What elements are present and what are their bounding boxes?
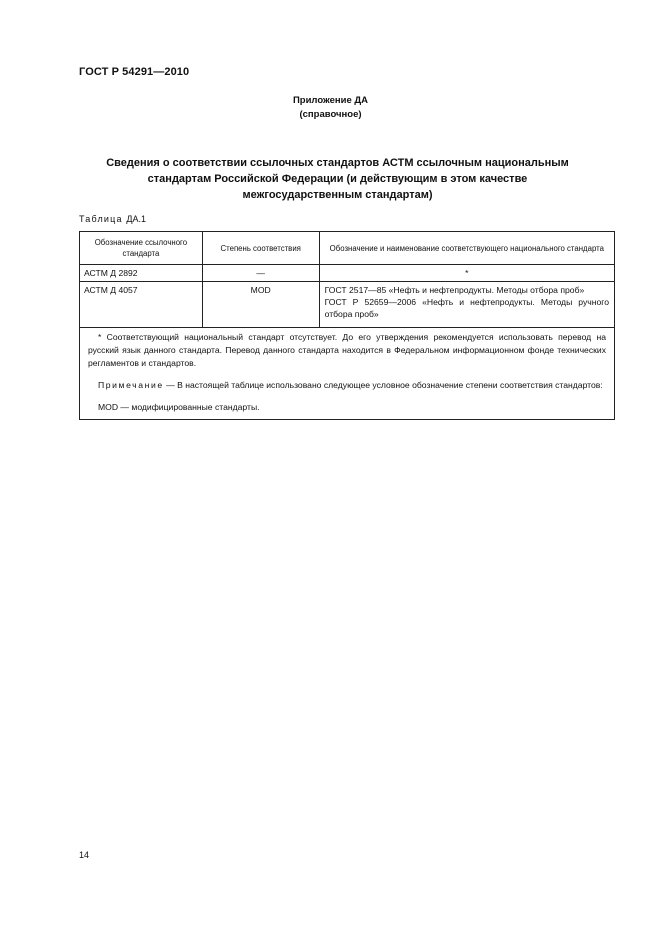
- table-label-number: ДА.1: [126, 214, 147, 224]
- national-standard-line: ГОСТ 2517—85 «Нефть и нефтепродукты. Методы отбора проб»: [324, 285, 585, 295]
- appendix-title: Приложение ДА: [292, 95, 369, 106]
- section-title: Сведения о соответствии ссылочных стандартов АСТМ ссылочным национальным стандартам Российской Федерации (и действующим в этом качестве межгосударственным стандартам): [106, 157, 569, 201]
- note-label: Примечание: [98, 380, 164, 390]
- table-header-row: [80, 232, 615, 265]
- appendix-subtitle: (справочное): [299, 109, 362, 120]
- abbreviation-text: MOD — модифицированные стандарты.: [98, 402, 260, 412]
- column-header-reference-standard: Обозначение ссылочного стандарта: [80, 232, 203, 265]
- column-header-degree: Степень соответствия: [202, 232, 319, 265]
- note-paragraph: [88, 379, 606, 392]
- column-header-national-standard: Обозначение и наименование соответствующего национального стандарта: [319, 232, 614, 265]
- footnote-text: * Соответствующий национальный стандарт отсутствует. До его утверждения рекомендуется использовать перевод на русский язык данного стандарта. Перевод данного стандарта находится в Федеральном информационном фонде технических регламентов и стандартов.: [88, 332, 606, 368]
- table-footer-row: [80, 328, 615, 420]
- page-number: 14: [79, 850, 90, 860]
- degree-cell: —: [202, 265, 319, 282]
- reference-standard-cell: АСТМ Д 2892: [80, 265, 203, 282]
- table-row: [80, 265, 615, 282]
- note-text: — В настоящей таблице использовано следующее условное обозначение степени соответствия стандартов:: [163, 380, 603, 390]
- national-standard-line: ГОСТ Р 52659—2006 «Нефть и нефтепродукты. Методы ручного отбора проб»: [324, 297, 609, 319]
- national-standard-cell: *: [319, 265, 614, 282]
- table-label-word: Таблица: [79, 214, 123, 224]
- reference-standard-cell: АСТМ Д 4057: [80, 282, 203, 328]
- standards-table: [79, 231, 615, 420]
- document-code: ГОСТ Р 54291—2010: [79, 66, 190, 78]
- table-footnote-cell: [80, 328, 615, 420]
- degree-cell: MOD: [202, 282, 319, 328]
- appendix-heading: [0, 94, 661, 122]
- national-standard-cell: [319, 282, 614, 328]
- table-label: [79, 214, 146, 224]
- table-row: [80, 282, 615, 328]
